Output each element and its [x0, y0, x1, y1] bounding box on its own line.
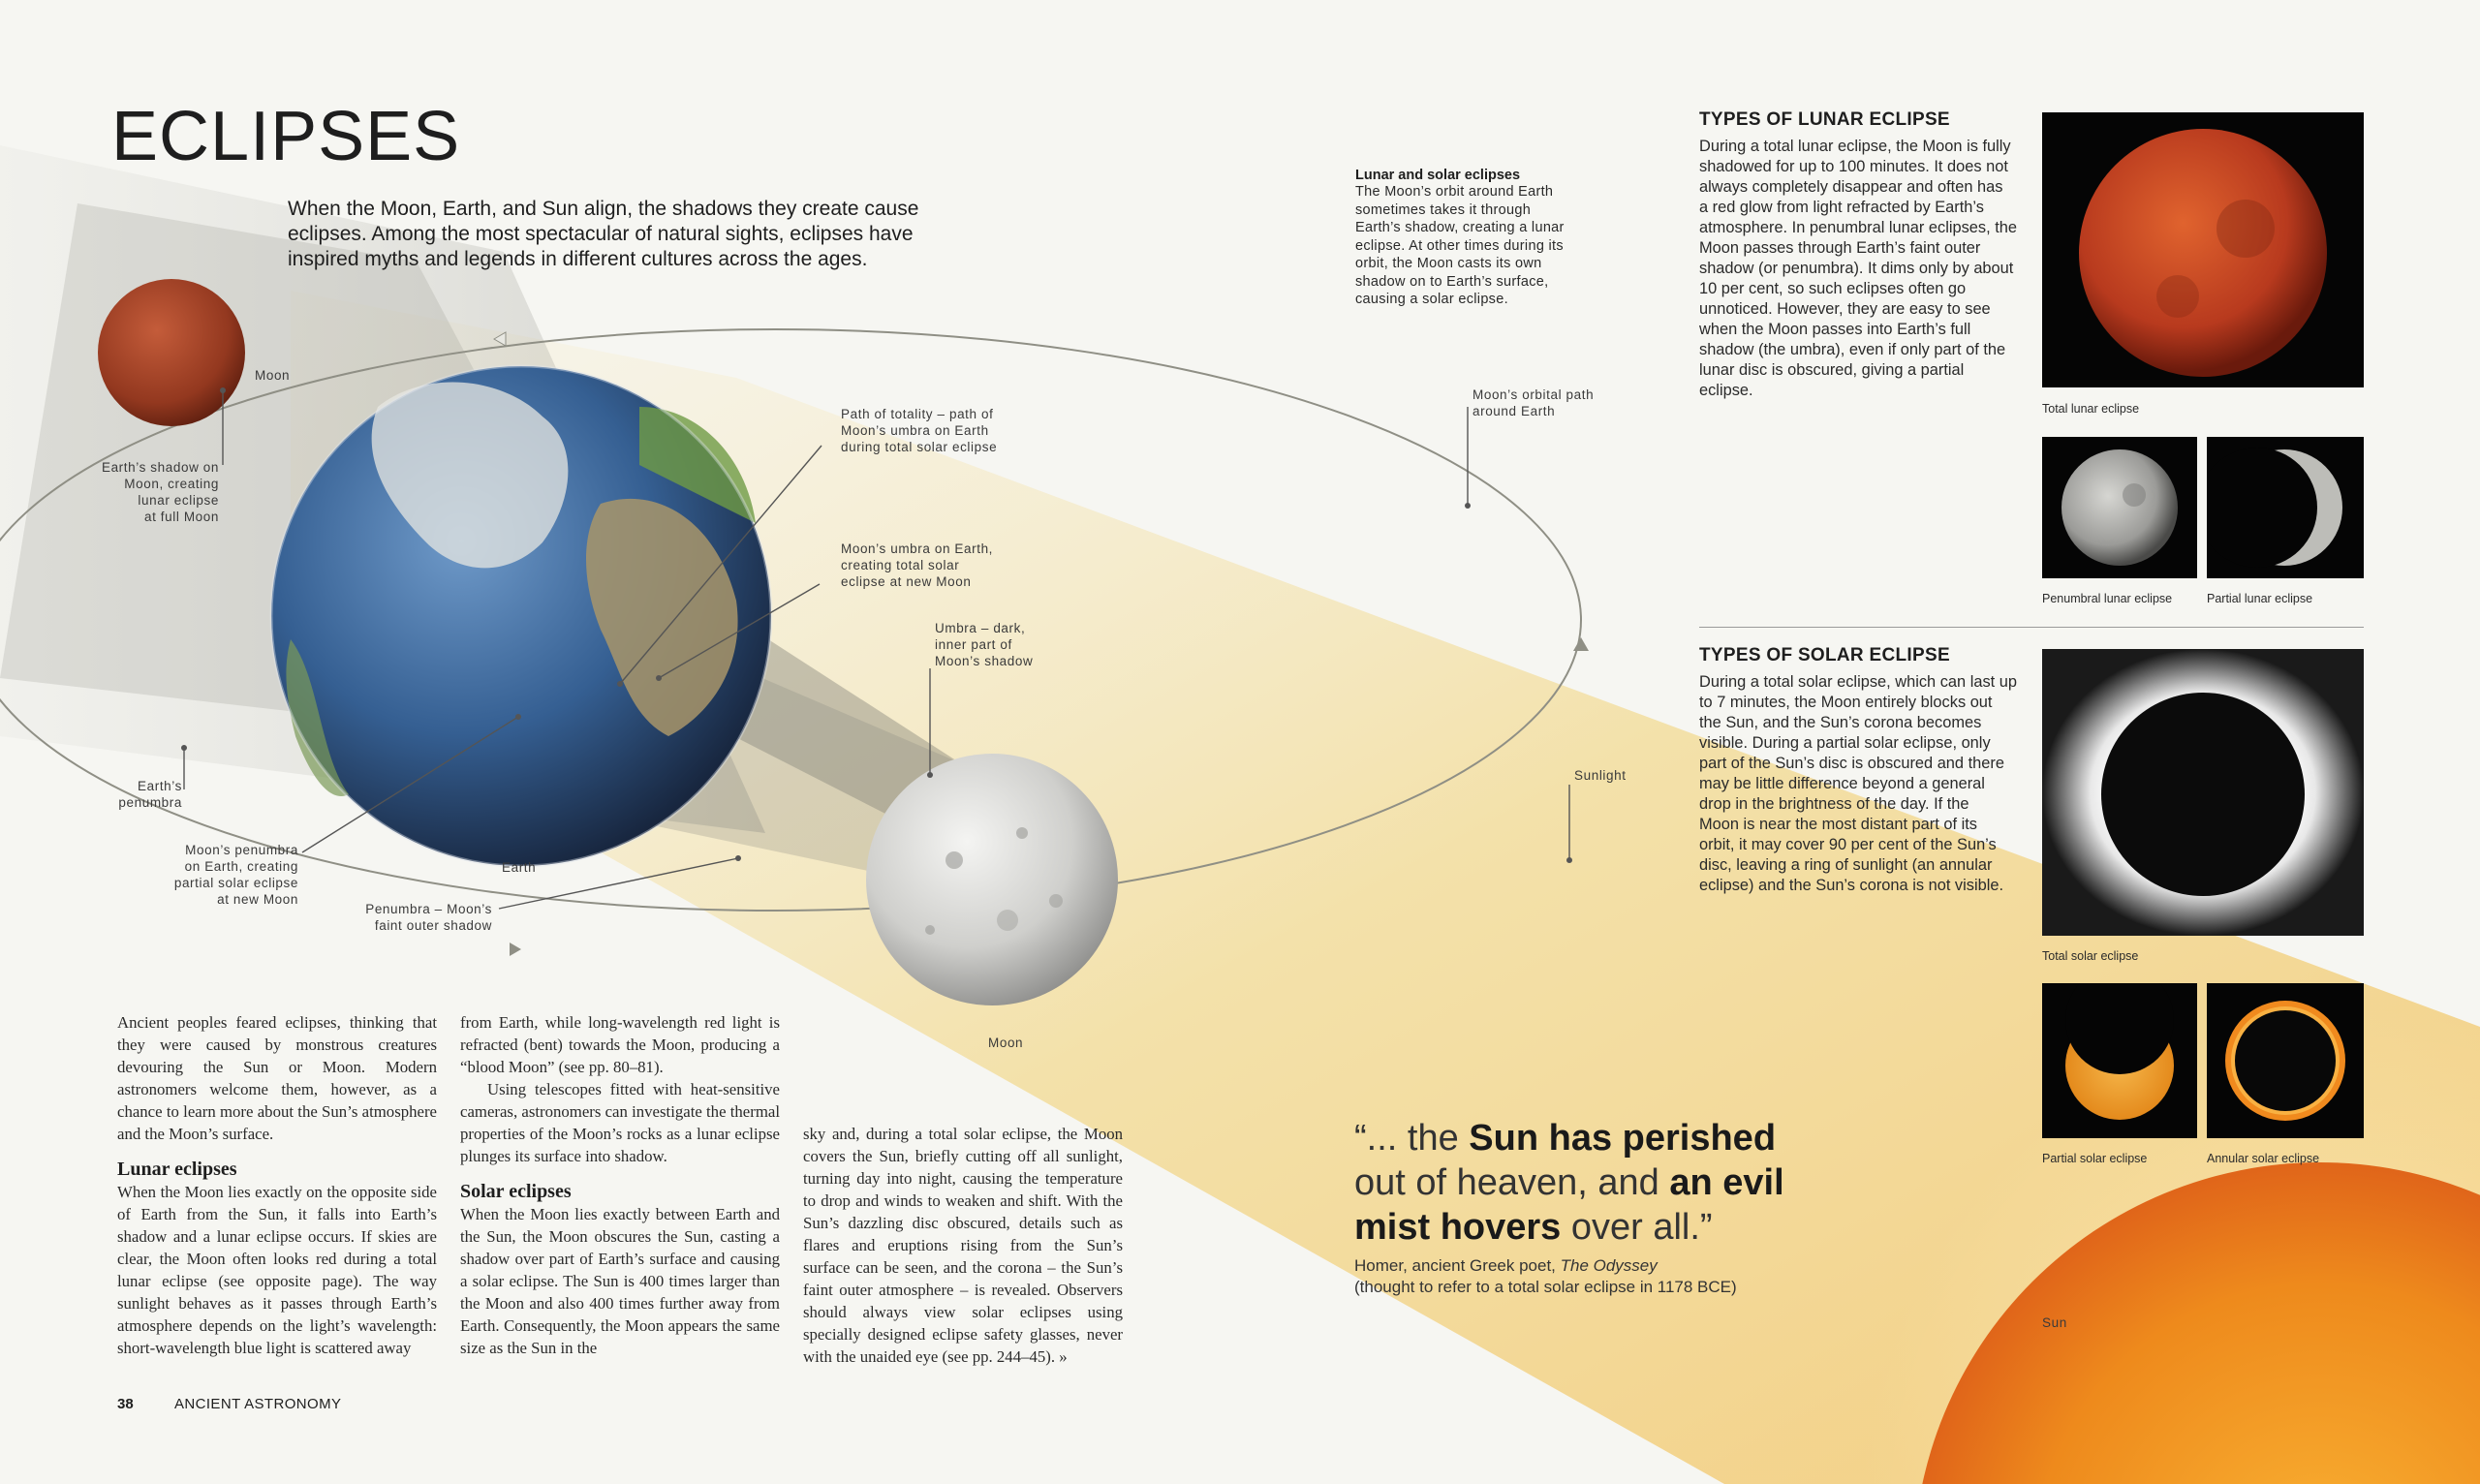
- moon-label-bottom: Moon: [988, 1036, 1024, 1050]
- intro-text: When the Moon, Earth, and Sun align, the shadows they create cause eclipses. Among the most spectacular of natural sights, eclipses have inspired myths and legends in different cultures across the ages.: [288, 198, 919, 270]
- total-solar-eclipse-caption: Total solar eclipse: [2042, 949, 2139, 963]
- solar-types-heading: TYPES OF SOLAR ECLIPSE: [1699, 645, 1950, 665]
- body-paragraph: Using telescopes fitted with heat-sensitive cameras, astronomers can investigate the thermal properties of the Moon’s rocks as a lunar eclipse plunges its surface into shadow.: [460, 1080, 780, 1165]
- total-solar-eclipse-photo: [2042, 649, 2364, 936]
- moons-umbra-on-earth-label: Moon’s umbra on Earth, creating total solar eclipse at new Moon: [841, 541, 994, 589]
- lunar-types-body: During a total lunar eclipse, the Moon is fully shadowed for up to 100 minutes. It does not always completely disappear and often has a red glow from light refracted by Earth’s atmosphere. In penumbral lunar eclipses, the Moon passes through Earth’s faint outer shadow (or penumbra). It dims only by about 10 per cent, so such eclipses often go unnoticed. However, they are easy to see when the Moon passes into Earth’s full shadow (the umbra), even if only part of the lunar disc is obscured, giving a partial eclipse.: [1699, 138, 2017, 399]
- orbit-arrow-right: [1573, 637, 1589, 651]
- body-paragraph: When the Moon lies exactly on the opposite side of Earth from the Sun, it falls into Earth’s shadow and a lunar eclipse occurs. If skies are clear, the Moon often looks red during a total lunar eclipse (see opposite page). The way sunlight behaves as it passes through Earth’s atmosphere depends on the light’s wavelength: short-wavelength blue light is scattered away: [117, 1183, 437, 1357]
- orbit-arrow-bottom: [510, 943, 521, 956]
- body-paragraph: Ancient peoples feared eclipses, thinking that they were caused by monstrous creatures devouring the Sun or Moon. Modern astronomers welcome them, however, as a chance to learn more about the Sun’s atmosphere and the Moon’s surface.: [117, 1013, 437, 1143]
- body-paragraph: from Earth, while long-wavelength red light is refracted (bent) towards the Moon, producing a “blood Moon” (see pp. 80–81).: [460, 1013, 780, 1076]
- lunar-eclipses-heading: Lunar eclipses: [117, 1159, 237, 1180]
- solar-types-body: During a total solar eclipse, which can last up to 7 minutes, the Moon entirely blocks out the Sun, and the Sun’s corona becomes visible. During a partial solar eclipse, only part of the Sun’s disc is obscured and there may be little difference beyond a general drop in the brightness of the day. If the Moon is near the most distant part of its orbit, it may cover 90 per cent of the Sun’s disc, leaving a ring of sunlight (an annular eclipse) and the Sun’s corona is not visible.: [1699, 673, 2017, 894]
- body-column-3: [803, 1123, 1123, 1368]
- moon-illustration: [866, 754, 1118, 1005]
- body-paragraph: sky and, during a total solar eclipse, the Moon covers the Sun, briefly cutting off all sunlight, turning day into night, causing the temperature to drop and winds to weaken and shift. With the Sun’s dazzling disc obscured, details such as flares and eruptions rising from the Sun’s surface can be seen, and the corona – the Sun’s faint outer atmosphere – is revealed. Observers should always view solar eclipses using specially designed eclipse safety glasses, never with the unaided eye (see pp. 244–45). »: [803, 1125, 1123, 1366]
- moon-label-top: Moon: [255, 368, 291, 383]
- moons-penumbra-on-earth-label: Moon’s penumbra on Earth, creating partial solar eclipse at new Moon: [173, 843, 298, 907]
- earths-shadow-on-moon-label: Earth’s shadow on Moon, creating lunar eclipse at full Moon: [101, 460, 219, 524]
- body-column-2: [460, 1011, 780, 1359]
- total-lunar-eclipse-caption: Total lunar eclipse: [2042, 402, 2140, 416]
- partial-lunar-eclipse-photo: [2207, 437, 2364, 578]
- annular-solar-eclipse-caption: Annular solar eclipse: [2207, 1152, 2320, 1165]
- earth-label: Earth: [502, 860, 537, 875]
- lunar-types-heading: TYPES OF LUNAR ECLIPSE: [1699, 109, 1950, 130]
- sun-label: Sun: [2042, 1315, 2067, 1330]
- annular-solar-eclipse-photo: [2207, 983, 2364, 1138]
- page-title: ECLIPSES: [111, 98, 461, 175]
- pull-quote: “... the Sun has perished out of heaven, and an evil mist hovers over all.”: [1354, 1118, 1784, 1248]
- penumbra-label: Penumbra – Moon’s faint outer shadow: [365, 902, 492, 933]
- quote-citation: Homer, ancient Greek poet, The Odyssey (thought to refer to a total solar eclipse in 1178 BCE): [1354, 1256, 1737, 1296]
- partial-solar-eclipse-photo: [2042, 983, 2197, 1138]
- partial-lunar-eclipse-caption: Partial lunar eclipse: [2207, 592, 2313, 605]
- partial-solar-eclipse-caption: Partial solar eclipse: [2042, 1152, 2148, 1165]
- section-name: ANCIENT ASTRONOMY: [174, 1396, 342, 1412]
- page-number: 38: [117, 1396, 134, 1412]
- section-divider: [1699, 627, 2364, 628]
- umbra-label: Umbra – dark, inner part of Moon’s shadow: [935, 621, 1034, 668]
- penumbral-lunar-eclipse-caption: Penumbral lunar eclipse: [2042, 592, 2173, 605]
- body-column-1: [117, 1011, 437, 1359]
- solar-eclipses-heading: Solar eclipses: [460, 1181, 572, 1202]
- sidebar-heading: Lunar and solar eclipses: [1355, 168, 1521, 183]
- orbital-path-label: Moon’s orbital path around Earth: [1472, 387, 1595, 418]
- total-lunar-eclipse-photo: [2042, 112, 2364, 387]
- earths-penumbra-label: Earth’s penumbra: [118, 779, 182, 810]
- sunlight-label: Sunlight: [1574, 768, 1627, 783]
- sidebar-caption: [1355, 168, 1617, 309]
- path-of-totality-label: Path of totality – path of Moon’s umbra on Earth during total solar eclipse: [841, 407, 998, 454]
- penumbral-lunar-eclipse-photo: [2042, 437, 2197, 578]
- sidebar-body: The Moon’s orbit around Earth sometimes takes it through Earth’s shadow, creating a lunar eclipse. At other times during its orbit, the Moon casts its own shadow on to Earth’s surface, causing a solar eclipse.: [1355, 184, 1565, 307]
- body-paragraph: When the Moon lies exactly between Earth and the Sun, the Moon obscures the Sun, casting a shadow over part of Earth’s surface and causing a solar eclipse. The Sun is 400 times larger than the Moon and also 400 times further away from Earth. Consequently, the Moon appears the same size as the Sun in the: [460, 1205, 780, 1357]
